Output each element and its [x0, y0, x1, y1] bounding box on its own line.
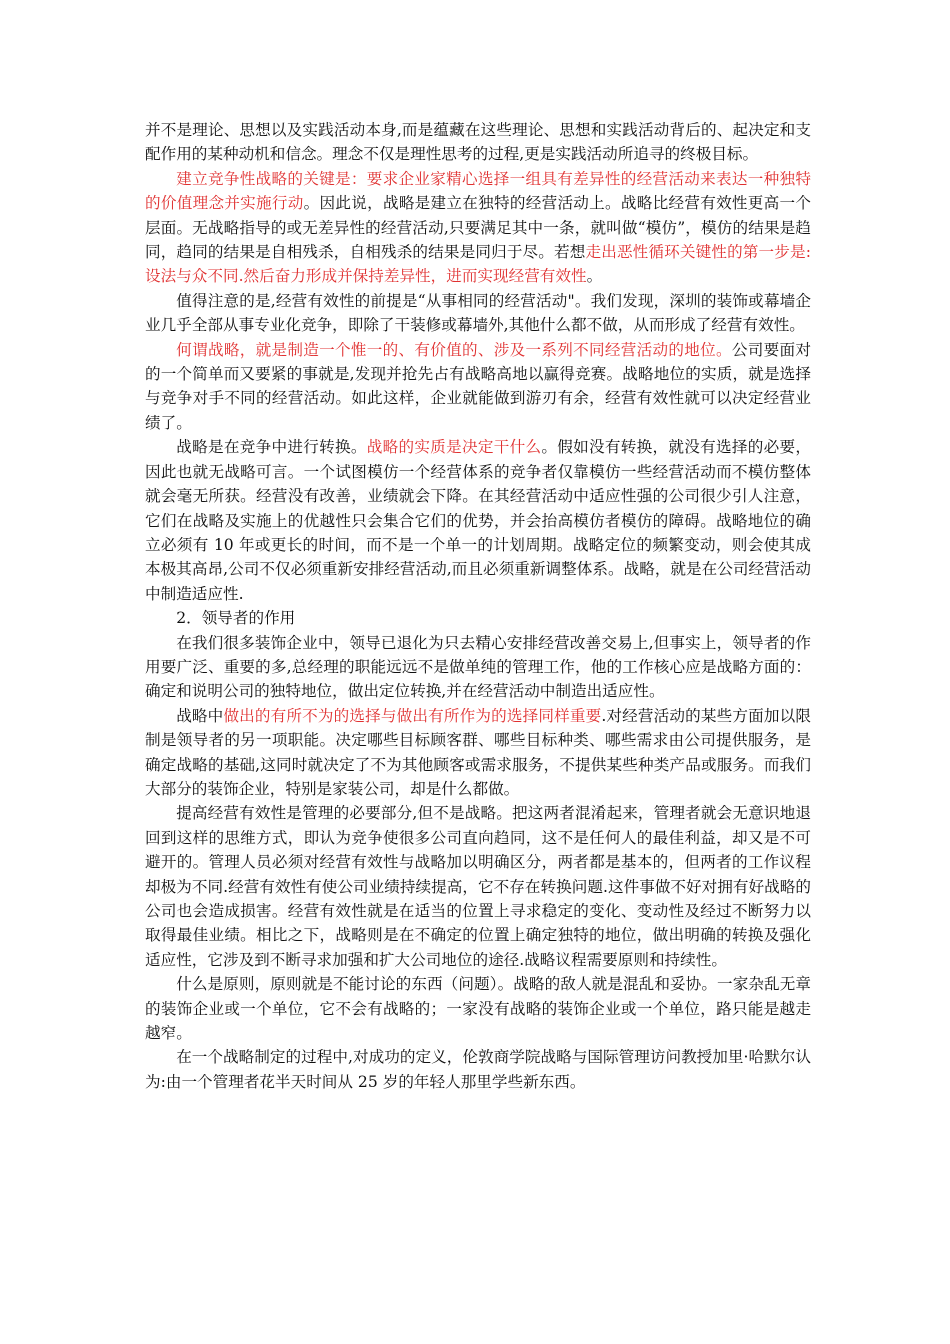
paragraph	[145, 972, 811, 1045]
paragraph	[145, 118, 811, 167]
paragraph	[145, 167, 811, 289]
paragraph-text: 。假如没有转换，就没有选择的必要，因此也就无战略可言。一个试图模仿一个经营体系的竞争者仅靠模仿一些经营活动而不模仿整体就会毫无所获。经营没有改善，业绩就会下降。在其经营活动中适应性强的公司很少引人注意，它们在战略及实施上的优越性只会集合它们的优势，并会抬高模仿者模仿的障碍。战略地位的确立必须有 10 年或更长的时间，而不是一个单一的计划周期。战略定位的频繁变动，则会使其成本极其高昂,公司不仅必须重新安排经营活动,而且必须重新调整体系。战略，就是在公司经营活动中制造适应性.	[145, 438, 811, 603]
section-heading-text: 2．领导者的作用	[176, 609, 296, 628]
section-heading	[145, 606, 811, 630]
paragraph-text: 提高经营有效性是管理的必要部分,但不是战略。把这两者混淆起来，管理者就会无意识地退回到这样的思维方式，即认为竞争使很多公司直向趋同，这不是任何人的最佳利益，却又是不可避开的。管理人员必须对经营有效性与战略加以明确区分，两者都是基本的，但两者的工作议程却极为不同.经营有效性有使公司业绩持续提高，它不存在转换问题.这件事做不好对拥有好战略的公司也会造成损害。经营有效性就是在适当的位置上寻求稳定的变化、变动性及经过不断努力以取得最佳业绩。相比之下，战略则是在不确定的位置上确定独特的地位，做出明确的转换及强化适应性，它涉及到不断寻求加强和扩大公司地位的途径.战略议程需要原则和持续性。	[145, 804, 811, 969]
paragraph	[145, 1045, 811, 1094]
highlighted-text: 何谓战略，就是制造一个惟一的、有价值的、涉及一系列不同经营活动的地位。	[176, 340, 732, 359]
highlighted-text: 走出恶性循环关键性的第一步是:设法与众不同.然后奋力形成并保持差异性，进而实现经营有效性	[145, 243, 811, 286]
paragraph	[145, 435, 811, 606]
paragraph	[145, 289, 811, 338]
paragraph-text: 战略是在竞争中进行转换。	[176, 438, 367, 457]
paragraph-text: 公司要面对的一个简单而又要紧的事就是,发现并抢先占有战略高地以赢得竞赛。战略地位的实质，就是选择与竞争对手不同的经营活动。如此这样，企业就能做到游刃有余，经营有效性就可以决定经营业绩了。	[145, 340, 811, 432]
paragraph-text: .对经营活动的某些方面加以限制是领导者的另一项职能。决定哪些目标顾客群、哪些目标种类、哪些需求由公司提供服务，是确定战略的基础,这同时就决定了不为其他顾客或需求服务，不提供某些种类产品或服务。而我们大部分的装饰企业，特别是家装公司，却是什么都做。	[145, 706, 811, 798]
paragraph	[145, 631, 811, 704]
paragraph-text: 。因此说，战略是建立在独特的经营活动上。战略比经营有效性更高一个层面。无战略指导的或无差异性的经营活动,只要满足其中一条，就叫做“模仿”，模仿的结果是趋同，趋同的结果是自相残杀，自相残杀的结果是同归于尽。若想	[145, 194, 811, 262]
paragraph-text: 在一个战略制定的过程中,对成功的定义，伦敦商学院战略与国际管理访问教授加里·哈默尔认为:由一个管理者花半天时间从 25 岁的年轻人那里学些新东西。	[145, 1048, 811, 1091]
paragraph-text: 什么是原则，原则就是不能讨论的东西（问题）。战略的敌人就是混乱和妥协。一家杂乱无章的装饰企业或一个单位，它不会有战略的；一家没有战略的装饰企业或一个单位，路只能是越走越窄。	[145, 975, 811, 1043]
paragraph	[145, 338, 811, 436]
highlighted-text: 做出的有所不为的选择与做出有所作为的选择同样重要	[223, 706, 602, 725]
highlighted-text: 建立竞争性战略的关键是：要求企业家精心选择一组具有差异性的经营活动来表达一种独特的价值理念并实施行动	[145, 169, 811, 213]
paragraph-text: 并不是理论、思想以及实践活动本身,而是蕴藏在这些理论、思想和实践活动背后的、起决定和支配作用的某种动机和信念。理念不仅是理性思考的过程,更是实践活动所追寻的终极目标。	[145, 121, 811, 164]
paragraph-text: 值得注意的是,经营有效性的前提是“从事相同的经营活动"。我们发现，深圳的装饰或幕墙企业几乎全部从事专业化竞争，即除了干装修或幕墙外,其他什么都不做，从而形成了经营有效性。	[145, 291, 811, 335]
highlighted-text: 战略的实质是决定干什么	[366, 438, 542, 457]
paragraph-text: 在我们很多装饰企业中，领导已退化为只去精心安排经营改善交易上,但事实上，领导者的作用要广泛、重要的多,总经理的职能远远不是做单纯的管理工作，他的工作核心应是战略方面的：确定和说明公司的独特地位，做出定位转换,并在经营活动中制造出适应性。	[145, 633, 811, 701]
paragraph	[145, 801, 811, 972]
paragraph	[145, 704, 811, 802]
paragraph-text: 战略中	[176, 706, 224, 725]
paragraph-text: 。	[586, 267, 603, 286]
document-body	[145, 118, 811, 1094]
